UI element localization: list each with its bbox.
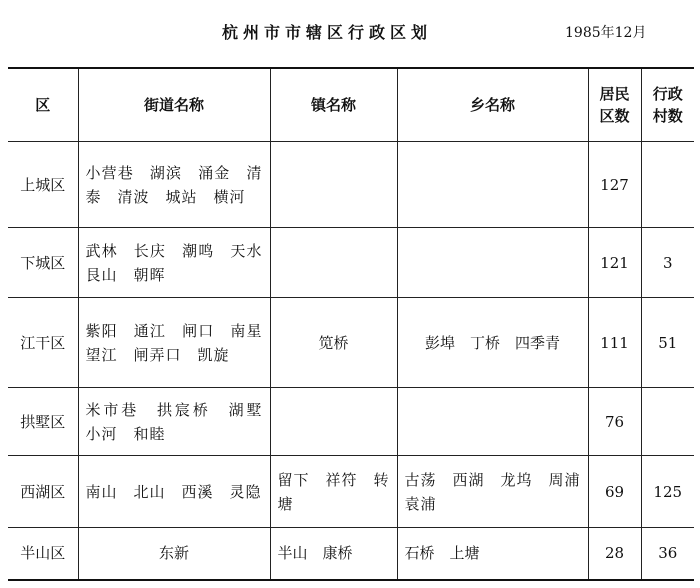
district-cell: 半山区 bbox=[8, 528, 78, 580]
residents-cell: 76 bbox=[588, 388, 641, 456]
townships-cell: 石桥 上塘 bbox=[397, 528, 588, 580]
villages-cell: 3 bbox=[641, 228, 694, 298]
towns-cell bbox=[270, 388, 397, 456]
towns-cell: 笕桥 bbox=[270, 298, 397, 388]
header-residents-label: 居民区数 bbox=[599, 84, 630, 125]
residents-cell: 127 bbox=[588, 142, 641, 228]
table-row bbox=[8, 388, 694, 456]
villages-cell bbox=[641, 388, 694, 456]
villages-cell bbox=[641, 142, 694, 228]
villages-cell: 51 bbox=[641, 298, 694, 388]
townships-cell: 彭埠 丁桥 四季青 bbox=[397, 298, 588, 388]
townships-cell bbox=[397, 142, 588, 228]
table-row bbox=[8, 456, 694, 528]
townships-cell bbox=[397, 388, 588, 456]
district-cell: 拱墅区 bbox=[8, 388, 78, 456]
table-row bbox=[8, 142, 694, 228]
district-table bbox=[8, 67, 694, 581]
residents-cell: 69 bbox=[588, 456, 641, 528]
streets-cell: 南山 北山 西溪 灵隐 bbox=[78, 456, 270, 528]
page-title: 杭州市市辖区行政区划 bbox=[222, 23, 433, 42]
streets-cell: 东新 bbox=[78, 528, 270, 580]
streets-cell: 小营巷 湖滨 涌金 清泰 清波 城站 横河 bbox=[78, 142, 270, 228]
towns-cell bbox=[270, 228, 397, 298]
district-cell: 下城区 bbox=[8, 228, 78, 298]
table-row bbox=[8, 298, 694, 388]
streets-cell: 紫阳 通江 闸口 南星 望江 闸弄口 凯旋 bbox=[78, 298, 270, 388]
header-villages bbox=[641, 68, 694, 142]
villages-cell: 36 bbox=[641, 528, 694, 580]
villages-cell: 125 bbox=[641, 456, 694, 528]
district-cell: 上城区 bbox=[8, 142, 78, 228]
table-row bbox=[8, 528, 694, 580]
streets-cell: 米市巷 拱宸桥 湖墅 小河 和睦 bbox=[78, 388, 270, 456]
towns-cell: 留下 祥符 转塘 bbox=[270, 456, 397, 528]
header-streets: 街道名称 bbox=[78, 68, 270, 142]
towns-cell bbox=[270, 142, 397, 228]
residents-cell: 121 bbox=[588, 228, 641, 298]
header-towns: 镇名称 bbox=[270, 68, 397, 142]
header-residents bbox=[588, 68, 641, 142]
table-row bbox=[8, 228, 694, 298]
header-townships: 乡名称 bbox=[397, 68, 588, 142]
residents-cell: 111 bbox=[588, 298, 641, 388]
towns-cell: 半山 康桥 bbox=[270, 528, 397, 580]
header-district: 区 bbox=[8, 68, 78, 142]
townships-cell bbox=[397, 228, 588, 298]
townships-cell: 古荡 西湖 龙坞 周浦 袁浦 bbox=[397, 456, 588, 528]
district-cell: 江干区 bbox=[8, 298, 78, 388]
district-cell: 西湖区 bbox=[8, 456, 78, 528]
header-villages-label: 行政村数 bbox=[652, 84, 683, 125]
date-label: 1985年12月 bbox=[565, 25, 647, 41]
table-header-row bbox=[8, 68, 694, 142]
residents-cell: 28 bbox=[588, 528, 641, 580]
streets-cell: 武林 长庆 潮鸣 天水 艮山 朝晖 bbox=[78, 228, 270, 298]
